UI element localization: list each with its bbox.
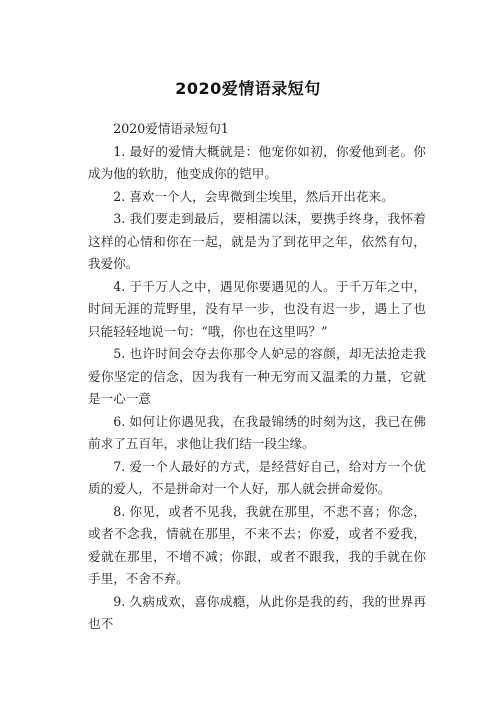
document-title: 2020爱情语录短句 bbox=[175, 79, 321, 98]
document-body bbox=[88, 118, 426, 636]
paragraph-9: 9. 久病成欢，喜你成瘾，从此你是我的药，我的世界再也不 bbox=[88, 593, 426, 631]
paragraph-6: 6. 如何让你遇见我，在我最锦绣的时刻为这，我已在佛前求了五百年，求他让我们结一段尘缘。 bbox=[88, 413, 426, 451]
paragraph-4: 4. 于千万人之中，遇见你要遇见的人。于千万年之中，时间无涯的荒野里，没有早一步，也没有迟一步，遇上了也只能轻轻地说一句：“哦，你也在这里吗？” bbox=[88, 278, 426, 339]
paragraph-7: 7. 爱一个人最好的方式，是经营好自己，给对方一个优质的爱人，不是拼命对一个人好，那人就会拼命爱你。 bbox=[88, 458, 426, 496]
paragraph-1: 1. 最好的爱情大概就是：他宠你如初，你爱他到老。你成为他的软肋，他变成你的铠甲。 bbox=[88, 143, 426, 181]
paragraph-3: 3. 我们要走到最后，要相濡以沫，要携手终身，我怀着这样的心情和你在一起，就是为了到花甲之年，依然有句，我爱你。 bbox=[88, 211, 426, 271]
paragraph-8: 8. 你见，或者不见我，我就在那里，不悲不喜；你念，或者不念我，情就在那里，不来不去；你爱，或者不爱我，爱就在那里，不增不减；你跟，或者不跟我，我的手就在你手里，不舍不弃。 bbox=[88, 503, 426, 586]
paragraph-5: 5. 也许时间会夺去你那令人妒忌的容颜，却无法抢走我爱你坚定的信念，因为我有一种无穷而又温柔的力量，它就是一心一意 bbox=[88, 346, 426, 406]
paragraph-2: 2. 喜欢一个人，会卑微到尘埃里，然后开出花来。 bbox=[113, 188, 394, 204]
section-subtitle: 2020爱情语录短句1 bbox=[113, 121, 229, 136]
